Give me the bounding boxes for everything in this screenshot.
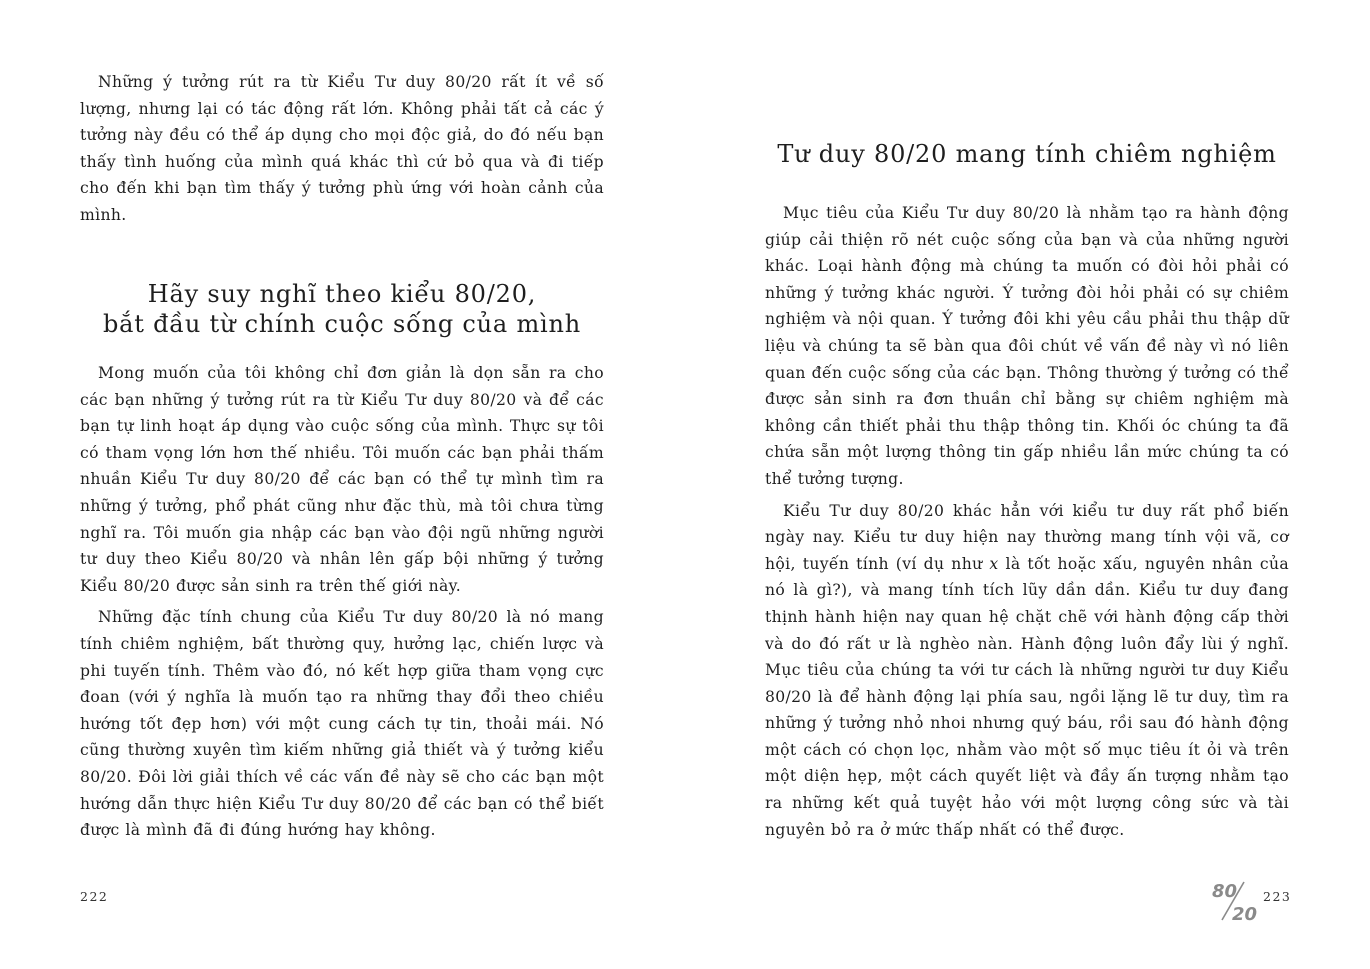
left-heading-line-1: Hãy suy nghĩ theo kiểu 80/20,	[147, 280, 537, 308]
right-body-paragraph-1: Mục tiêu của Kiểu Tư duy 80/20 là nhằm tạo ra hành động giúp cải thiện rõ nét cuộc sống của bạn và của những người khác. Loại hành động mà chúng ta muốn có đòi hỏi phải có những ý tưởng khác người. Ý tưởng đòi hỏi phải có sự chiêm nghiệm và nội quan. Ý tưởng đôi khi yêu cầu phải thu thập dữ liệu và chúng ta sẽ bàn qua đôi chút về vấn đề này vì nó liên quan đến cuộc sống của các bạn. Thông thường ý tưởng có thể được sản sinh ra đơn thuần chỉ bằng sự chiêm nghiệm mà không cần thiết phải thu thập thông tin. Khối óc chúng ta đã chứa sẵn một lượng thông tin gấp nhiều lần mức chúng ta có thể tưởng tượng.	[765, 204, 1289, 488]
left-intro-paragraph: Những ý tưởng rút ra từ Kiểu Tư duy 80/20 rất ít về số lượng, nhưng lại có tác động rất lớn. Không phải tất cả các ý tưởng này đều có thể áp dụng cho mọi độc giả, do đó nếu bạn thấy tình huống của mình quá khác thì cứ bỏ qua và đi tiếp cho đến khi bạn tìm thấy ý tưởng phù ứng với hoàn cảnh của mình.	[80, 73, 604, 224]
left-intro-block	[80, 69, 604, 234]
right-section-heading: Tư duy 80/20 mang tính chiêm nghiệm	[777, 140, 1277, 168]
logo-80-20	[1210, 878, 1264, 926]
right-paragraph-2-end: là tốt hoặc xấu, nguyên nhân của nó là gì?), và mang tính tích lũy dần dần. Kiểu tư duy đang thịnh hành hiện nay quan hệ chặt chẽ với hành động cấp thời và do đó rất ư là nghèo nàn. Hành động luôn đẩy lùi ý nghĩ. Mục tiêu của chúng ta với tư cách là những người tư duy Kiểu 80/20 là để hành động lại phía sau, ngồi lặng lẽ tư duy, tìm ra những ý tưởng nhỏ nhoi nhưng quý báu, rồi sau đó hành động một cách có chọn lọc, nhằm vào một số mục tiêu ít ỏi và trên một diện hẹp, một cách quyết liệt và đầy ấn tượng nhằm tạo ra những kết quả tuyệt hảo với một lượng công sức và tài nguyên bỏ ra ở mức thấp nhất có thể được.	[765, 554, 1289, 839]
right-page	[685, 0, 1370, 969]
right-paragraph-2-variable-x: x	[989, 554, 999, 573]
logo-top-number: 80	[1212, 881, 1238, 902]
left-body-paragraph-1: Mong muốn của tôi không chỉ đơn giản là dọn sẵn ra cho các bạn những ý tưởng rút ra từ Kiểu Tư duy 80/20 và để các bạn tự linh hoạt áp dụng vào cuộc sống của mình. Thực sự tôi có tham vọng lớn hơn thế nhiều. Tôi muốn các bạn phải thấm nhuần Kiểu Tư duy 80/20 để các bạn có thể tự mình tìm ra những ý tưởng, phổ phát cũng như đặc thù, mà tôi chưa từng nghĩ ra. Tôi muốn gia nhập các bạn vào đội ngũ những người tư duy theo Kiểu 80/20 và nhân lên gấp bội những ý tưởng Kiểu 80/20 được sản sinh ra trên thế giới này.	[80, 364, 604, 595]
left-body-block	[80, 360, 604, 849]
right-paragraph-2-start: Kiểu Tư duy 80/20 khác hẳn với kiểu tư duy rất phổ biến ngày nay. Kiểu tư duy hiện nay thường mang tính vội vã, cơ hội, tuyến tính (ví dụ như	[765, 501, 1289, 573]
left-section-heading	[80, 279, 604, 339]
left-body-paragraph-2: Những đặc tính chung của Kiểu Tư duy 80/20 là nó mang tính chiêm nghiệm, bất thường quy, hưởng lạc, chiến lược và phi tuyến tính. Thêm vào đó, nó kết hợp giữa tham vọng cực đoan (với ý nghĩa là muốn tạo ra những thay đổi theo chiều hướng tốt đẹp hơn) với một cung cách tự tin, thoải mái. Nó cũng thường xuyên tìm kiếm những giả thiết và ý tưởng kiểu 80/20. Đôi lời giải thích về các vấn đề này sẽ cho các bạn một hướng dẫn thực hiện Kiểu Tư duy 80/20 để các bạn có thể biết được là mình đã đi đúng hướng hay không.	[80, 608, 604, 840]
left-heading-line-2: bắt đầu từ chính cuộc sống của mình	[103, 310, 581, 338]
logo-bottom-number: 20	[1232, 904, 1258, 925]
right-page-number: 223	[1263, 889, 1292, 904]
right-body-paragraph-2	[765, 498, 1289, 844]
right-body-block	[765, 200, 1289, 848]
left-page-number: 222	[80, 889, 109, 904]
